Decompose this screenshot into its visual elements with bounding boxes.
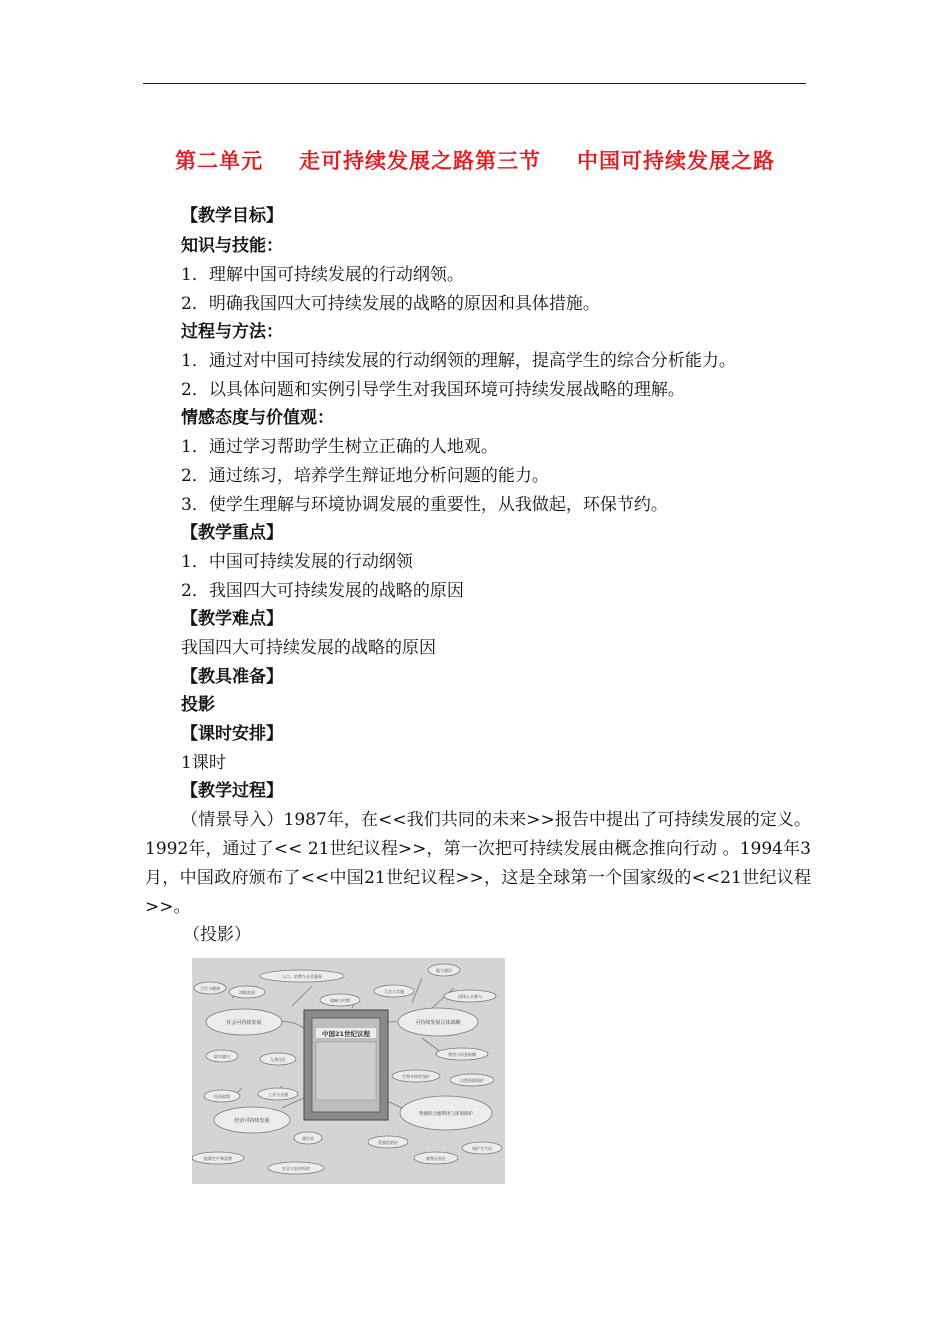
tools-text: 投影 (181, 695, 215, 715)
mindmap-node: 生物多样性保护 (402, 1074, 430, 1079)
book-title-text: 中国21世纪议程 (321, 1030, 371, 1038)
node-economy: 经济可持续发展 (234, 1118, 270, 1124)
node-social: 社会可持续发展 (226, 1020, 262, 1026)
emotion-item: 3．使学生理解与环境协调发展的重要性，从我做起，环保节约。 (181, 495, 668, 515)
mindmap-node: 人口、消费与社会服务 (282, 974, 322, 979)
mindmap-node: 人类住区 (270, 1057, 286, 1062)
difficulty-heading: 【教学难点】 (181, 609, 283, 629)
mindmap-node: 工业与交通 (268, 1092, 288, 1097)
difficulty-text: 我国四大可持续发展的战略的原因 (181, 638, 436, 658)
mindmap-node: 荒漠化防治 (378, 1140, 398, 1145)
mindmap-node: 农业与农村经济 (282, 1166, 310, 1171)
emotion-item: 2．通过练习，培养学生辩证地分析问题的能力。 (181, 466, 549, 486)
goals-heading: 【教学目标】 (181, 206, 283, 226)
mindmap-node: 立法与实施 (384, 989, 404, 994)
mindmap-node: 能力建设 (436, 968, 452, 973)
mindmap-node: 团体公众参与 (458, 994, 482, 999)
mindmap-node: 经济政策 (214, 1094, 230, 1099)
mindmap-node: 消除贫困 (239, 990, 255, 995)
key-point-item: 1．中国可持续发展的行动纲领 (181, 552, 413, 572)
mindmap-node: 自然资源保护 (460, 1078, 484, 1083)
agenda-mindmap-image (192, 958, 505, 1184)
mindmap-node: 费用与资金机制 (448, 1052, 476, 1057)
projection-label: （投影） (183, 925, 251, 945)
mindmap-node: 通信业 (302, 1136, 314, 1141)
process-heading: 【教学过程】 (181, 781, 283, 801)
process-method-item: 2．以具体问题和实例引导学生对我国环境可持续发展战略的理解。 (181, 380, 685, 400)
knowledge-heading: 知识与技能： (181, 236, 283, 256)
title-chapter: 走可持续发展之路第三节 (299, 149, 541, 173)
mindmap-node: 防灾减灾 (214, 1054, 230, 1059)
mindmap-node: 能源生产和消费 (204, 1156, 232, 1161)
schedule-text: 1课时 (181, 753, 226, 773)
mindmap-node: 卫生与健康 (200, 986, 220, 991)
node-resources: 资源的合理利用与环境保护 (419, 1112, 473, 1117)
emotion-item: 1．通过学习帮助学生树立正确的人地观。 (181, 437, 498, 457)
mindmap-node: 废物无害化 (426, 1156, 446, 1161)
key-point-item: 2．我国四大可持续发展的战略的原因 (181, 581, 464, 601)
title-section: 中国可持续发展之路 (577, 149, 775, 173)
process-method-item: 1．通过对中国可持续发展的行动纲领的理解，提高学生的综合分析能力。 (181, 351, 736, 371)
process-method-heading: 过程与方法： (181, 322, 283, 342)
node-overall: 可持续发展总体战略 (415, 1020, 461, 1026)
document-title (0, 145, 950, 175)
intro-paragraph: （情景导入）1987年，在<<我们共同的未来>>报告中提出了可持续发展的定义。1992年，通过了<< 21世纪议程>>，第一次把可持续发展由概念推向行动 。1994年3月，中国政府颁布了<<中国21世纪议程>>，这是全球第一个国家级的<<21世纪议程>>。 (145, 810, 811, 917)
emotion-heading: 情感态度与价值观： (181, 408, 334, 428)
mindmap-node: 战略与对策 (330, 998, 350, 1003)
knowledge-item: 2．明确我国四大可持续发展的战略的原因和具体措施。 (181, 294, 600, 314)
title-unit: 第二单元 (175, 149, 263, 173)
tools-heading: 【教具准备】 (181, 667, 283, 687)
mindmap-node: 保护大气层 (472, 1146, 492, 1151)
schedule-heading: 【课时安排】 (181, 724, 283, 744)
key-points-heading: 【教学重点】 (181, 523, 283, 543)
header-rule (143, 83, 806, 84)
knowledge-item: 1．理解中国可持续发展的行动纲领。 (181, 265, 464, 285)
